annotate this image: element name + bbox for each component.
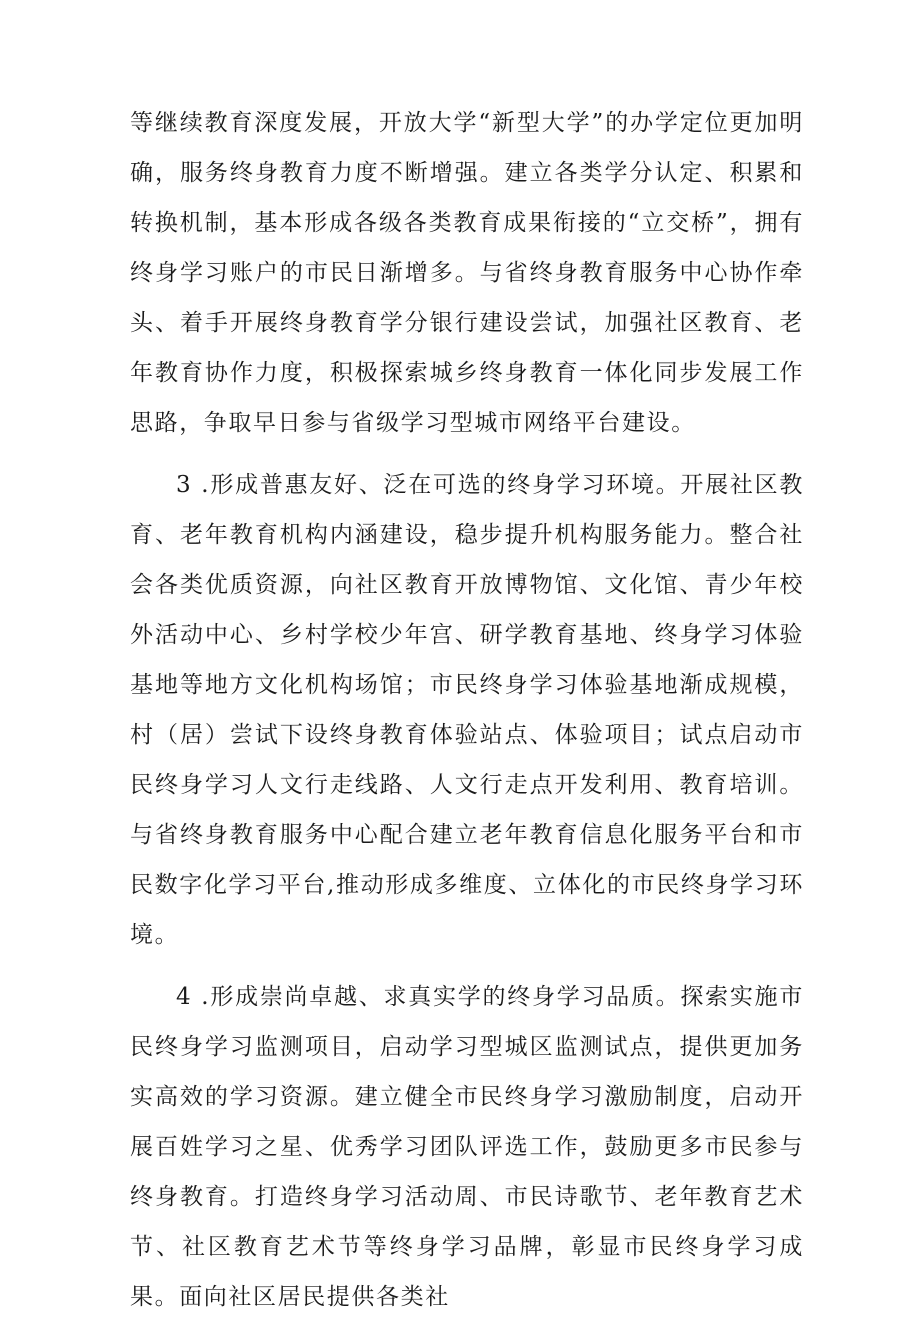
document-body (130, 98, 804, 1322)
paragraph-item-4: 4 .形成崇尚卓越、求真实学的终身学习品质。探索实施市民终身学习监测项目，启动学习型城区监测试点，提供更加务实高效的学习资源。建立健全市民终身学习激励制度，启动开展百姓学习之星、优秀学习团队评选工作，鼓励更多市民参与终身教育。打造终身学习活动周、市民诗歌节、老年教育艺术节、社区教育艺术节等终身学习品牌，彰显市民终身学习成果。面向社区居民提供各类社 (130, 984, 804, 1310)
paragraph-item-3: 3 .形成普惠友好、泛在可选的终身学习环境。开展社区教育、老年教育机构内涵建设，稳步提升机构服务能力。整合社会各类优质资源，向社区教育开放博物馆、文化馆、青少年校外活动中心、乡村学校少年宫、研学教育基地、终身学习体验基地等地方文化机构场馆；市民终身学习体验基地渐成规模，村（居）尝试下设终身教育体验站点、体验项目；试点启动市民终身学习人文行走线路、人文行走点开发利用、教育培训。与省终身教育服务中心配合建立老年教育信息化服务平台和市民数字化学习平台,推动形成多维度、立体化的市民终身学习环境。 (130, 472, 804, 948)
paragraph-continuation: 等继续教育深度发展，开放大学“新型大学”的办学定位更加明确，服务终身教育力度不断增强。建立各类学分认定、积累和转换机制，基本形成各级各类教育成果衔接的“立交桥”，拥有终身学习账户的市民日渐增多。与省终身教育服务中心协作牵头、着手开展终身教育学分银行建设尝试，加强社区教育、老年教育协作力度，积极探索城乡终身教育一体化同步发展工作思路，争取早日参与省级学习型城市网络平台建设。 (130, 110, 804, 436)
